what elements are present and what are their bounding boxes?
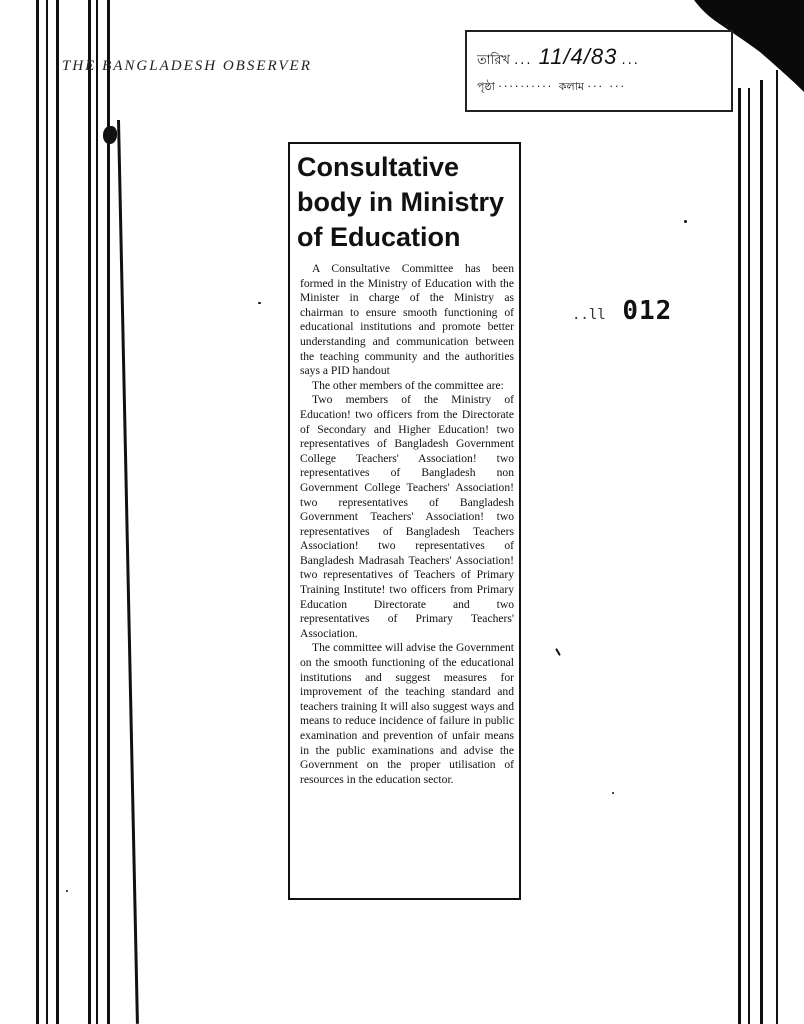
article-paragraph: Two members of the Ministry of Education! two officers from the Directorate of Secondary and Higher Education! two representatives of Bangladesh Government College Teachers' Association! two representatives of Bangladesh non Government College Teachers' Association! two representatives of Bangladesh Government Teachers' Association! two representatives of Bangladesh Teachers Association! two representatives of Bangladesh Madrasah Teachers' Association! two representatives of Teachers of Primary Training Institute! two officers from Primary Education Directorate and two representatives of Primary Teachers' Association. [300,393,514,640]
right-border-line [738,88,741,1024]
headline-line: of Education [297,222,461,252]
left-border-line [46,0,48,1024]
right-border-line [776,70,778,1024]
scan-speck [258,302,261,304]
serial-prefix: ..ll [572,307,606,323]
right-border-line [760,80,763,1024]
scan-speck [555,648,561,656]
left-border-line [117,120,139,1024]
article-headline [297,150,519,255]
article-paragraph: The committee will advise the Government on the smooth functioning of the educational institutions and suggest measures for improvement of the teaching standard and teachers training It will also suggest ways and means to reduce incidence of failure in public examination and prevention of unfair means in the public examinations and advise the Government on the proper utilisation of resources in the education sector. [300,641,514,786]
headline-line: Consultative [297,152,460,182]
date-stamp [465,30,733,112]
right-border-line [748,88,750,1024]
newspaper-clipping [288,142,521,900]
stamp-page-label: পৃষ্ঠা [477,80,495,93]
serial-number: 012 [622,296,673,326]
ink-blot [103,126,117,144]
stamp-page-row: পৃষ্ঠা ·········· কলাম ··· ··· [477,80,626,93]
article-paragraph: The other members of the committee are: [312,378,504,392]
stamp-date-value: 11/4/83 [538,44,618,69]
stamp-date-row: তারিখ ... 11/4/83 ... [477,44,640,69]
scan-speck [684,220,687,223]
left-border-line [36,0,39,1024]
stamp-date-label: তারিখ [477,53,510,68]
scan-speck [66,890,68,892]
newspaper-masthead: THE BANGLADESH OBSERVER [62,58,312,74]
left-border-line [56,0,59,1024]
scan-speck [612,792,614,794]
left-border-line [107,0,110,1024]
article-body [300,262,514,787]
stamp-column-label: কলাম [558,80,584,93]
left-border-line [88,0,91,1024]
document-serial [572,296,672,326]
left-border-line [96,0,98,1024]
headline-line: body in Ministry [297,187,505,217]
article-paragraph: A Consultative Committee has been formed in the Ministry of Education with the Minister in charge of the Ministry as chairman to ensure smooth functioning of educational institutions and promote better understanding and communication between the teaching community and the authorities says a PID handout [300,262,514,378]
